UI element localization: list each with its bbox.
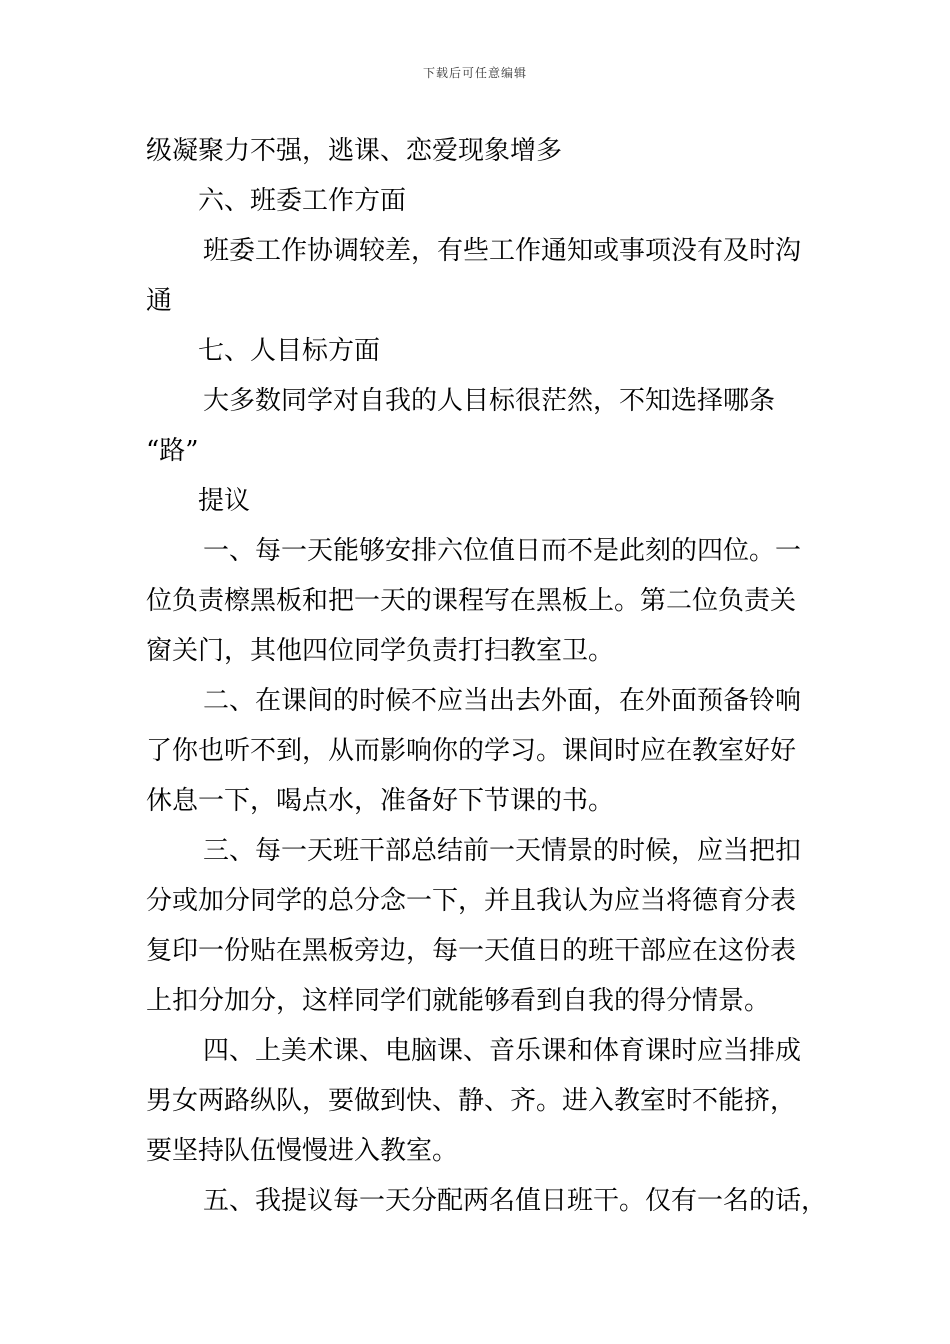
text-line: 二、在课间的时候不应当出去外面，在外面预备铃响 [203, 686, 802, 716]
text-line: 大多数同学对自我的人目标很茫然，不知选择哪条 [203, 386, 776, 416]
text-line: 五、我提议每一天分配两名值日班干。仅有一名的话， [203, 1186, 828, 1216]
section-heading: 六、班委工作方面 [198, 186, 407, 216]
text-line: 位负责檫黑板和把一天的课程写在黑板上。第二位负责关 [146, 586, 797, 616]
text-line: 了你也听不到，从而影响你的学习。课间时应在教室好好 [146, 736, 797, 766]
text-line: 分或加分同学的总分念一下，并且我认为应当将德育分表 [146, 886, 797, 916]
text-line: 休息一下，喝点水，准备好下节课的书。 [146, 786, 615, 816]
page-header: 下载后可任意编辑 [422, 66, 527, 80]
text-line: 通 [146, 286, 173, 316]
text-line: “路” [146, 436, 199, 466]
text-line: 四、上美术课、电脑课、音乐课和体育课时应当排成 [203, 1036, 802, 1066]
text-line: 班委工作协调较差，有些工作通知或事项没有及时沟 [203, 236, 802, 266]
document-body [146, 126, 836, 1226]
section-heading: 七、人目标方面 [198, 336, 381, 366]
text-line: 级凝聚力不强，逃课、恋爱现象增多 [146, 136, 563, 166]
text-line: 要坚持队伍慢慢进入教室。 [146, 1136, 459, 1166]
text-line: 三、每一天班干部总结前一天情景的时候，应当把扣 [203, 836, 802, 866]
text-line: 复印一份贴在黑板旁边，每一天值日的班干部应在这份表 [146, 936, 797, 966]
section-heading: 提议 [198, 486, 251, 516]
text-line: 窗关门，其他四位同学负责打扫教室卫。 [146, 636, 615, 666]
text-line: 上扣分加分，这样同学们就能够看到自我的得分情景。 [146, 986, 771, 1016]
text-line: 男女两路纵队，要做到快、静、齐。进入教室时不能挤， [146, 1086, 797, 1116]
text-line: 一、每一天能够安排六位值日而不是此刻的四位。一 [203, 536, 802, 566]
